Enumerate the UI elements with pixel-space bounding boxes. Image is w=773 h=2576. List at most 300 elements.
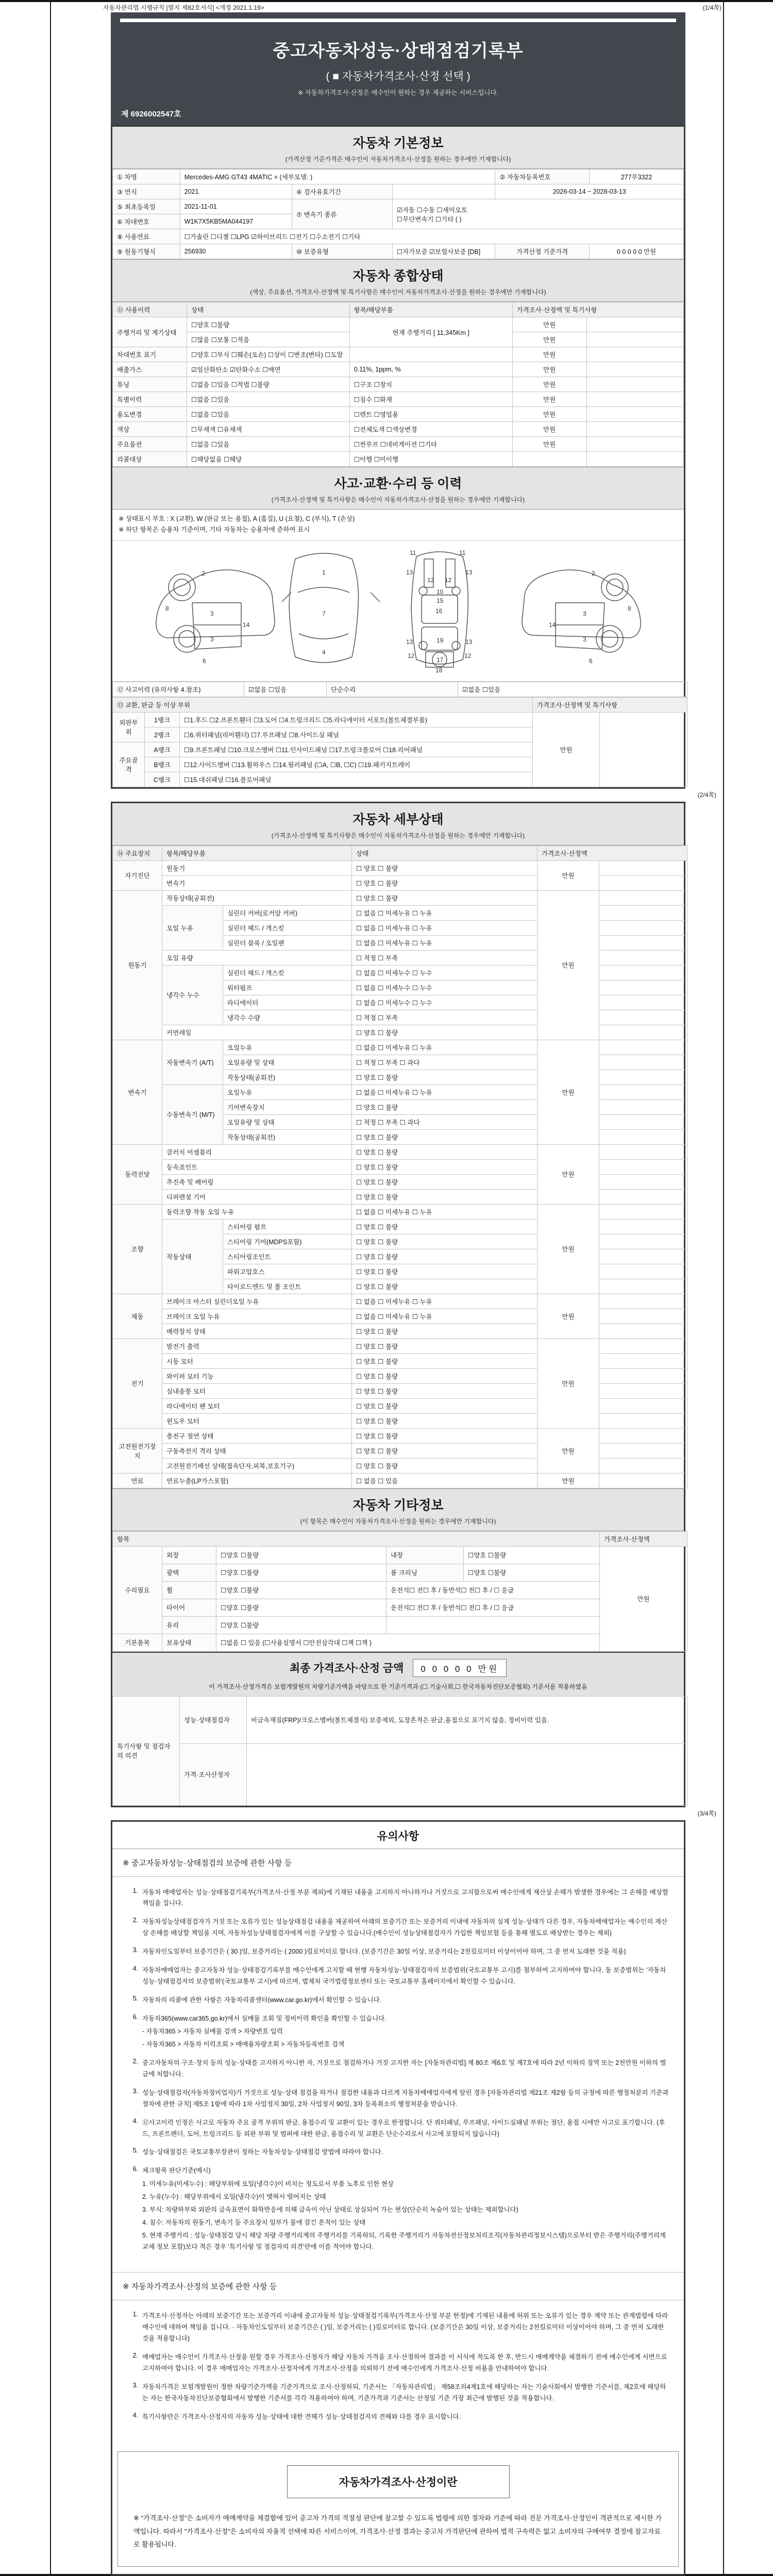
checkbox-options[interactable]: ☐ 없음 ☐ 미세누유 ☐ 누유	[352, 920, 537, 935]
table-row	[113, 362, 684, 377]
accident-history-checkboxes[interactable]: ☑없음 ☐있음	[244, 682, 327, 697]
notice-item-text: 특기사항란은 가격조사·산정자의 자동차 성능·상태에 대한 견해가 성능·상태점검자의 견해와 다를 경우 표시합니다.	[142, 2413, 461, 2420]
other-title: 자동차 기타정보	[352, 1498, 444, 1513]
price-cell: 만원	[512, 347, 586, 362]
checkbox-options[interactable]: ☐무채색 ☐유채색	[187, 422, 350, 437]
svg-text:14: 14	[242, 621, 249, 629]
note-cell	[599, 1040, 687, 1055]
device-label: 고전원전기장치	[113, 1428, 162, 1473]
item-cell[interactable]: ☐침수 ☐화재	[349, 392, 512, 407]
device-label: 조향	[113, 1204, 162, 1294]
page1-block	[111, 125, 685, 789]
item-cell[interactable]: ☐렌트 ☐영업용	[349, 407, 512, 422]
part-label: 오일유량 및 상태	[223, 1114, 352, 1129]
panel-checkbox-options[interactable]: ☐15.대쉬패널 ☐16.플로어패널	[180, 772, 533, 787]
svg-text:12: 12	[427, 576, 434, 584]
rank-row	[113, 712, 687, 727]
notice-sub-item: 5. 현재 주행거리 : 성능·상태점검 당시 해당 차량 주행거리계의 주행거리를 기록하되, 기록한 주행거리가 자동차전산정보처리조직(자동차관리정보시스템)으로부터 받은 주행거리(주행거리계 교체 정보 포함)보다 적은 경우 '특기사항 및 점검자의 의견'란에 이를 적어야 합니다.	[142, 2231, 666, 2250]
part-label: 발전기 출력	[162, 1338, 352, 1353]
notice-item	[126, 2382, 670, 2404]
panel-checkbox-options[interactable]: ☐12.사이드멤버 ☐13.휠하우스 ☐14.필러패널 (☐A, ☐B, ☐C) ☐19.패키지트레이	[180, 757, 533, 772]
item-label: 유리	[162, 1616, 216, 1634]
checkbox-options[interactable]: ☐ 없음 ☐ 미세누수 ☐ 누수	[352, 995, 537, 1010]
detail-row	[113, 1084, 687, 1099]
checkbox-options[interactable]: ☐ 없음 ☐ 미세누수 ☐ 누수	[352, 965, 537, 980]
part-label: 실린더 헤드 / 개스킷	[223, 920, 352, 935]
panel-checkbox-options[interactable]: ☐9.프론트패널 ☐10.크로스멤버 ☐11.인사이드패널 ☐17.트렁크플로어 ☐18.리어패널	[180, 742, 533, 757]
checkbox-options[interactable]: ☐ 양호 ☐ 불량	[352, 1398, 537, 1413]
price-cell	[512, 452, 586, 467]
checkbox-options[interactable]: ☐ 양호 ☐ 불량	[352, 1025, 537, 1040]
base-price-label: 가격산정 기준가격	[495, 244, 590, 259]
checkbox-options[interactable]: ☐ 양호 ☐ 불량	[352, 1368, 537, 1383]
checkbox-options[interactable]: ☐ 없음 ☐ 미세누유 ☐ 누유	[352, 1040, 537, 1055]
checkbox-options[interactable]: ☐ 없음 ☐ 미세누유 ☐ 누유	[352, 905, 537, 920]
document-number: 제 6926002547호	[121, 110, 181, 118]
notice-item-number: 4.	[132, 2411, 138, 2419]
transmission-options-line2: ☐무단변속기 ☐기타 ( )	[396, 215, 462, 223]
rank-label: C랭크	[145, 772, 180, 787]
final-price-label: 최종 가격조사·산정 금액	[289, 1663, 404, 1674]
device-label: 원동기	[113, 890, 162, 1040]
group-label: 기본품목	[113, 1634, 162, 1651]
detail-row	[113, 965, 687, 980]
notice-item-number: 2.	[132, 2352, 138, 2359]
other-note: (이 항목은 매수인이 자동차가격조사·산정을 원하는 경우에만 기재합니다)	[300, 1517, 496, 1525]
notice-item	[126, 2058, 670, 2080]
svg-text:3: 3	[210, 635, 214, 643]
part-label: 실내송풍 모터	[162, 1383, 352, 1398]
detail-row	[113, 950, 687, 965]
note-cell	[599, 1338, 687, 1353]
device-label: 제동	[113, 1294, 162, 1338]
svg-text:1: 1	[322, 568, 326, 576]
note-cell	[599, 1353, 687, 1368]
price-cell: 만원	[512, 392, 586, 407]
item-label: 내장	[386, 1546, 464, 1564]
checkbox-options[interactable]: ☐ 없음 ☐ 있음	[352, 1473, 537, 1488]
checkbox-options[interactable]: ☐ 양호 ☐ 불량	[352, 1234, 537, 1249]
page-marker-3: (3/4쪽)	[697, 1809, 716, 1817]
column-header: 가격조사·산정액 및 특기사항	[512, 302, 683, 317]
notice-item-text: 자동차성능상태점검자가 거짓 또는 오류가 있는 성능상태점검 내용을 제공하여 아래의 보증기간 또는 보증거리 이내에 자동차의 실제 성능·상태가 다른 경우, 자동차매매업자는 매수인의 재산상 손해를 배상할 책임을 지며, 자동차성능상태점검자에게 이를 구상할 수 있습니다.(매수인이 성능상태점검자가 가입한 책임보험 등을 통해 별도로 배상받는 경우는 제외)	[142, 1918, 667, 1937]
column-header: ⑭ 주요장치	[113, 845, 162, 860]
note-cell	[586, 452, 683, 467]
part-label: 고전원전기배선 상태(접속단자,피복,보호기구)	[162, 1458, 352, 1473]
notice-item-text: 중고자동차의 구조·장치 등의 성능·상태를 고지하지 아니한 자, 거짓으로 점검하거나 거짓 고지한 자는 [자동차관리법] 제 80조 제6호 및 제7호에 따라 2년 이하의 징역 또는 2천만원 이하의 벌금에 처합니다.	[142, 2059, 666, 2078]
part-label: 오일누유	[223, 1084, 352, 1099]
warranty-type-checkboxes[interactable]: ☐자가보증 ☑보험사보증 [DB]	[392, 244, 495, 259]
checkbox-options[interactable]: ☐없음 ☐있음	[187, 437, 350, 452]
sub-group-label: 냉각수 누수	[162, 965, 223, 1025]
final-price-note: 이 가격조사·산정가격은 보험개발원의 차량기준가액을 바탕으로 한 기준가격과 (☐ 기술사회,☐ 한국자동차진단보증협회) 기준서를 적용하였음	[209, 1683, 587, 1690]
vin-value: W1K7X5KB5MA044197	[180, 214, 292, 229]
checkbox-options[interactable]: ☐ 없음 ☐ 미세누유 ☐ 누유	[352, 1084, 537, 1099]
position-checkbox-options	[386, 1616, 600, 1634]
note-cell	[600, 712, 687, 787]
detail-row	[113, 1189, 687, 1204]
other-table	[112, 1531, 687, 1652]
note-cell	[599, 1443, 687, 1458]
part-label: 오일유량 및 상태	[223, 1055, 352, 1070]
notice-item-number: 5.	[132, 2147, 138, 2155]
sub-group-label: 오일 누유	[162, 905, 223, 950]
checkbox-options[interactable]: ☐ 적정 ☐ 부족	[352, 950, 537, 965]
note-cell	[586, 362, 683, 377]
part-label: 파워고압호스	[223, 1264, 352, 1279]
checkbox-options[interactable]: ☐ 양호 ☐ 불량	[352, 1458, 537, 1473]
detail-row	[113, 1324, 687, 1338]
part-label: 와이퍼 모터 기능	[162, 1368, 352, 1383]
svg-text:7: 7	[322, 609, 326, 617]
sub-group-label: 수동변속기 (M/T)	[162, 1084, 223, 1144]
checkbox-options[interactable]: ☐ 양호 ☐ 불량	[352, 1264, 537, 1279]
part-label: 스티어링 기어(MDPS포함)	[223, 1234, 352, 1249]
part-label: 클러치 어셈블리	[162, 1144, 352, 1159]
checkbox-options[interactable]: ☐ 양호 ☐ 불량	[352, 1189, 537, 1204]
table-row	[113, 347, 684, 362]
checkbox-options[interactable]: ☐ 양호 ☐ 불량	[352, 1353, 537, 1368]
detail-row	[113, 890, 687, 905]
part-label: 작동상태(공회전)	[223, 1070, 352, 1084]
note-cell	[599, 1219, 687, 1234]
field-label: ⑨ 원동기형식	[113, 244, 180, 259]
checkbox-options[interactable]: ☐없음 ☐있음	[187, 407, 350, 422]
price-definition-text: ※ "가격조사·산정"은 소비자가 매매계약을 체결함에 있어 중고차 가격의 적절성 판단에 참고할 수 있도록 법령에 의한 절차와 기준에 따라 전문 가격조사·산정인이 객관적으로 제시한 가액입니다. 따라서 "가격조사·산정"은 소비자의 자율적 선택에 따른 서비스이며, 가격조사·산정 결과는 중고차 가격판단에 관하여 법적 구속력은 없고 소비자의 구매여부 결정에 참고자료로 활용됩니다.	[133, 2514, 662, 2549]
notice-item-text: ⑫사고이력 인정은 사고로 자동차 주요 골격 부위의 판금, 용접수리 및 교환이 있는 경우로 한정합니다. 단 쿼터패널, 루프패널, 사이드실패널 부위는 절단, 용접 시에만 사고로 표기합니다. (후드, 프론트펜더, 도어, 트렁크리드 등 외판 부위 및 범퍼에 대한 판금, 용접수리 및 교환은 단순수리로서 사고에 포함되지 않습니다)	[142, 2119, 665, 2138]
part-label: 실린더 커버(로커암 커버)	[223, 905, 352, 920]
checkbox-options[interactable]: ☐ 양호 ☐ 불량	[352, 1249, 537, 1264]
checkbox-options[interactable]: ☐ 양호 ☐ 불량	[352, 1219, 537, 1234]
checkbox-options[interactable]: ☐ 양호 ☐ 불량	[352, 1099, 537, 1114]
detail-row	[113, 1353, 687, 1368]
column-header: 항목/해당부품	[349, 302, 512, 317]
note-cell	[586, 422, 683, 437]
device-label: 변속기	[113, 1040, 162, 1144]
row-label: 배출가스	[113, 362, 187, 377]
notice-item	[126, 1946, 670, 1958]
note-cell	[599, 1025, 687, 1040]
price-cell: 만원	[537, 1294, 599, 1338]
page-right-border	[723, 0, 724, 2576]
svg-text:13: 13	[465, 638, 472, 646]
accident-note: (가격조사·산정액 및 특기사항은 매수인이 자동차가격조사·산정을 원하는 경우에만 기재합니다)	[271, 496, 525, 503]
transmission-checkboxes[interactable]	[392, 199, 683, 229]
simple-repair-label: 단순수리	[327, 682, 458, 697]
group-label: 수리필요	[113, 1546, 162, 1634]
notice-item-number: 2.	[132, 2058, 138, 2065]
law-form-note: 자동차관리법 시행규칙 [별지 제82호서식] <개정 2021.1.19>	[103, 4, 264, 11]
position-checkbox-options[interactable]: 운전석☐ 전☐ 후 / 동반석☐ 전☐ 후 / ☐ 응급	[386, 1581, 600, 1599]
notice-item-text: 성능·상태점검자(자동차정비업자)가 거짓으로 성능·상태 점검을 하거나 점검한 내용과 다르게 자동차매매업자에게 알린 경우 [자동차관리법 제21조 제2항 등의 규정에 따른 행정처분의 기준과 절차에 관한 규칙] 제5조 1항에 따라 1차 사업정지 30일, 2차 사업정지 90일, 3차 등록취소의 행정처분을 받습니다.	[142, 2089, 669, 2108]
engine-type-value: 256930	[180, 244, 292, 259]
note-cell	[599, 1473, 687, 1488]
checkbox-options[interactable]: ☐ 양호 ☐ 불량	[352, 1159, 537, 1174]
price-cell: 만원	[512, 437, 586, 452]
checkbox-options[interactable]: ☐ 양호 ☐ 불량	[352, 1338, 537, 1353]
checkbox-options[interactable]: ☐ 양호 ☐ 불량	[352, 1428, 537, 1443]
state-code-legend: ※ 상태표시 부호 : X (교환), W (판금 또는 용접), A (흠집), U (요철), C (부식), T (손상)	[119, 515, 355, 522]
note-cell	[599, 1428, 687, 1443]
plate-number-value: 277루3322	[590, 170, 684, 184]
detail-row	[113, 905, 687, 920]
note-cell	[599, 1204, 687, 1219]
part-label: 작동상태(공회전)	[223, 1129, 352, 1144]
note-cell	[599, 1294, 687, 1309]
part-label: 배력장치 상태	[162, 1324, 352, 1338]
checkbox-options[interactable]: ☐양호 ☐불량	[216, 1546, 386, 1564]
table-row	[113, 407, 684, 422]
note-cell	[586, 377, 683, 392]
checkbox-options[interactable]: ☐해당없음 ☐해당	[187, 452, 350, 467]
page-marker-1: (1/4쪽)	[702, 4, 721, 11]
checkbox-options[interactable]: ☐ 양호 ☐ 불량	[352, 1413, 537, 1428]
item-label: 광택	[162, 1564, 216, 1581]
panel-checkbox-options[interactable]: ☐6.쿼터패널(리어휀더) ☐7.루프패널 ☐8.사이드실 패널	[180, 727, 533, 742]
checkbox-options[interactable]: ☐ 양호 ☐ 불량	[352, 1443, 537, 1458]
detail-row	[113, 1025, 687, 1040]
part-label: 오일누유	[223, 1040, 352, 1055]
checkbox-options[interactable]: ☐양호 ☐불량	[464, 1564, 600, 1581]
notice-item	[126, 2088, 670, 2110]
checkbox-options[interactable]: ☐양호 ☐불량	[187, 317, 350, 332]
svg-text:18: 18	[435, 666, 442, 673]
note-cell	[599, 1264, 687, 1279]
notice-sub-item: 1. 미세누유(미세누수) : 해당부위에 오일(냉각수)이 비치는 정도로서 부품 노후로 인한 현상	[142, 2180, 394, 2188]
notice-sub-item: 2. 누유(누수) : 해당부위에서 오일(냉각수)이 맺혀서 떨어지는 상태	[142, 2193, 326, 2200]
simple-repair-checkboxes[interactable]: ☑없음 ☐있음	[458, 682, 687, 697]
checkbox-options[interactable]: ☐없음 ☐있음	[187, 392, 350, 407]
checkbox-options[interactable]: ☐ 적정 ☐ 부족 ☐ 과다	[352, 1114, 537, 1129]
basic-info-header	[112, 127, 684, 169]
passenger-car-legend: ※ 하단 항목은 승용차 기준이며, 기타 자동차는 승용차에 준하여 표시	[119, 526, 310, 534]
price-cell: 만원	[533, 712, 600, 787]
notice-item-text: 자동차365(www.car365.go.kr)에서 실매물 조회 및 정비이력 확인을 확인할 수 있습니다. - 자동차365 > 자동차 실매물 검색 > 차량번호 입력 - 자동차365 > 자동차 이력조회 > 매매용차량조회 > 자동차등록번호 검색	[142, 2013, 670, 2051]
checkbox-options[interactable]: ☐ 양호 ☐ 불량	[352, 1129, 537, 1144]
document-subnote: ※ 자동차가격조사·산정은 매수인이 원하는 경우 제공하는 서비스입니다.	[297, 89, 499, 96]
note-cell	[599, 1413, 687, 1428]
checkbox-options[interactable]: ☐없음 ☐ 있음 (☐사용설명서 ☐안전삼각대 ☐잭 ☐잭 )	[216, 1634, 600, 1651]
page2-block	[111, 802, 685, 1807]
checkbox-options[interactable]: ☐없음 ☐있음 ☐적법 ☐불량	[187, 377, 350, 392]
page-top-border	[0, 0, 773, 2]
note-cell	[599, 950, 687, 965]
checkbox-options[interactable]: ☐ 양호 ☐ 불량	[352, 860, 537, 875]
note-cell	[586, 317, 683, 332]
svg-text:14: 14	[548, 621, 556, 629]
exchange-panel-table	[112, 697, 687, 787]
svg-text:3: 3	[582, 609, 586, 617]
sub-group-label: 자동변속기 (A/T)	[162, 1040, 223, 1084]
basic-info-title: 자동차 기본정보	[352, 136, 444, 150]
field-label: ⑧ 사용연료	[113, 229, 180, 244]
svg-text:3: 3	[582, 635, 586, 643]
inspection-period-value: 2026-03-14 ~ 2028-03-13	[495, 184, 684, 199]
notice-header	[112, 1822, 684, 1849]
item-cell[interactable]: ☐이행 ☐미이행	[349, 452, 512, 467]
row-label: 주요옵션	[113, 437, 187, 452]
detail-row	[113, 875, 687, 890]
item-cell[interactable]: ☐전체도색 ☐색상변경	[349, 422, 512, 437]
notice-sub-item: 4. 침수: 자동차의 원동기, 변속기 등 주요장치 일부가 물에 잠긴 흔적이 있는 상태	[142, 2218, 366, 2226]
part-label: 브레이크 오일 누유	[162, 1309, 352, 1324]
checkbox-options[interactable]: ☐ 없음 ☐ 미세누유 ☐ 누유	[352, 935, 537, 950]
part-label: 연료누출(LP가스포함)	[162, 1473, 352, 1488]
notice-item-number: 6.	[132, 2165, 138, 2173]
detail-row	[113, 1144, 687, 1159]
checkbox-options[interactable]: ☐ 없음 ☐ 미세누유 ☐ 누유	[352, 1294, 537, 1309]
accident-history-label: ⑫ 사고이력 (유의사항 4.참조)	[113, 682, 244, 697]
note-cell	[586, 437, 683, 452]
part-label: 라디에이터	[223, 995, 352, 1010]
detail-row	[113, 1159, 687, 1174]
checkbox-options[interactable]: ☐ 양호 ☐ 불량	[352, 1144, 537, 1159]
note-cell	[599, 965, 687, 980]
field-label: ⑤ 최초등록일	[113, 199, 180, 214]
part-label: 디퍼렌셜 기어	[162, 1189, 352, 1204]
part-label: 충전구 절연 상태	[162, 1428, 352, 1443]
basic-info-table	[112, 169, 684, 259]
item-label: 보유상태	[162, 1634, 216, 1651]
row-label: 튜닝	[113, 377, 187, 392]
svg-text:11: 11	[459, 549, 465, 556]
part-label: 등속죠인트	[162, 1159, 352, 1174]
document-title: 중고자동차성능·상태점검기록부	[273, 41, 524, 61]
note-cell	[586, 347, 683, 362]
part-label: 원동기	[162, 860, 352, 875]
checkbox-options[interactable]: ☐ 양호 ☐ 불량	[352, 890, 537, 905]
inspector-label: 성능·상태점검자	[180, 1696, 247, 1743]
part-label: 커먼레일	[162, 1025, 352, 1040]
item-cell[interactable]: ☐썬루프 ☐네비게이션 ☐기타	[349, 437, 512, 452]
field-label: ④ 검사유효기간	[292, 184, 392, 199]
notice-item	[126, 2311, 670, 2345]
price-cell: 만원	[537, 1473, 599, 1488]
note-cell	[599, 1084, 687, 1099]
note-cell	[599, 1070, 687, 1084]
checkbox-options[interactable]: ☐ 양호 ☐ 불량	[352, 1279, 537, 1294]
model-year-value: 2021	[180, 184, 292, 199]
table-row	[113, 422, 684, 437]
car-diagram-svg	[125, 544, 671, 673]
fuel-checkboxes[interactable]: ☐가솔린 ☐디젤 ☐LPG ☑하이브리드 ☐전기 ☐수소전기 ☐기타	[180, 229, 683, 244]
panel-checkbox-options[interactable]: ☐1.후드 ☐2.프론트휀더 ☐3.도어 ☐4.트렁크리드 ☐5.라디에이터 서포트(볼트체결부품)	[180, 712, 533, 727]
field-label: ⑩ 보증유형	[292, 244, 392, 259]
notice-section1-items	[112, 1877, 684, 2273]
checkbox-options[interactable]: ☐많음 ☐보통 ☐적음	[187, 332, 350, 347]
note-cell	[599, 1458, 687, 1473]
note-cell	[599, 1189, 687, 1204]
part-label: 작동상태(공회전)	[162, 890, 352, 905]
current-mileage-value: 현재 주행거리 [ 11,345Km ]	[349, 317, 512, 347]
checkbox-options[interactable]: ☐ 양호 ☐ 불량	[352, 1383, 537, 1398]
svg-text:3: 3	[210, 609, 214, 617]
comprehensive-header	[112, 259, 684, 302]
checkbox-options[interactable]: ☐ 적정 ☐ 부족	[352, 1010, 537, 1025]
checkbox-options[interactable]: ☐ 양호 ☐ 불량	[352, 875, 537, 890]
item-cell[interactable]: ☐구조 ☐장치	[349, 377, 512, 392]
comprehensive-note: (색상, 주요옵션, 가격조사·산정액 및 특기사항은 매수인이 자동차가격조사·산정을 원하는 경우에만 기재합니다)	[250, 289, 546, 296]
part-label: 윈도우 모터	[162, 1413, 352, 1428]
detail-header	[112, 803, 684, 845]
part-label: 워터펌프	[223, 980, 352, 995]
svg-text:10: 10	[436, 588, 443, 596]
checkbox-options[interactable]: ☐ 적정 ☐ 부족 ☐ 과다	[352, 1055, 537, 1070]
column-header: 상태	[352, 845, 537, 860]
detail-row	[113, 860, 687, 875]
note-cell	[599, 920, 687, 935]
notice-item	[126, 2117, 670, 2140]
notice-item-text: 자동차매매업자는 중고자동차 성능·상태점검기록부를 매수인에게 고지할 때 현행 자동차성능·상태점검자의 보증범위(국토교통부 고시)를 첨부하여 고지하여야 합니다. 동 보증범위는 '자동차성능·상태점검자의 보증범위'(국토교통부 고시)에 따르며, 법제처 국가법령정보센터 또는 국토교통부 홈페이지에서 확인할 수 있습니다.	[142, 1966, 666, 1985]
checkbox-options[interactable]: ☐ 양호 ☐ 불량	[352, 1174, 537, 1189]
svg-text:8: 8	[627, 604, 631, 612]
notice-item	[126, 1917, 670, 1939]
item-cell	[349, 347, 512, 362]
notice-title: 유의사항	[377, 1830, 419, 1842]
page-marker-2: (2/4쪽)	[697, 791, 716, 799]
detail-row	[113, 1413, 687, 1428]
row-label: 차대번호 표기	[113, 347, 187, 362]
price-cell: 만원	[512, 407, 586, 422]
notice-item-text: 체크항목 판단기준(예시) 1. 미세누유(미세누수) : 해당부위에 오일(냉각수)이 비치는 정도로서 부품 노후로 인한 현상 2. 누유(누수) : 해당부위에서 오일(냉각수)이 맺혀서 떨어지는 상태 3. 부식: 차량하부와 외판의 금속표면이 화학반응에 의해 금속이 아닌 상태로 상실되어 가는 현상(단순히 녹슬어 있는 상태는 제외합니다) 4. 침수: 자동차의 원동기, 변속기 등 주요장치 일부가 물에 잠긴 흔적이 있는 상태 5. 현재 주행거리 : 성능·상태점검 당시 해당 차량 주행거리계의 주행거리를 기록하되, 기록한 주행거리가 자동차전산정보처리조직(자동차관리정보시스템)으로부터 받은 주행거리(주행거리계 교체 정보 포함)보다 적은 경우 '특기사항 및 점검자의 의견'란에 이를 적어야 합니다.	[142, 2165, 670, 2252]
notice-section2-title: ※ 자동차가격조사·산정의 보증에 관한 사항 등	[112, 2272, 684, 2300]
price-cell: 만원	[537, 1040, 599, 1144]
note-cell	[599, 905, 687, 920]
note-cell	[599, 1234, 687, 1249]
checkbox-options[interactable]: ☐양호 ☐부식 ☐훼손(오손) ☐상이 ☐변조(변타) ☐도말	[187, 347, 350, 362]
accident-title: 사고·교환·수리 등 이력	[334, 477, 462, 491]
svg-text:13: 13	[465, 568, 472, 576]
checkbox-options[interactable]: ☐양호 ☐불량	[216, 1581, 386, 1599]
item-label: 룸 크리닝	[386, 1564, 464, 1581]
field-label: ⑦ 변속기 종류	[292, 199, 392, 229]
svg-text:12: 12	[407, 652, 414, 659]
checkbox-options[interactable]: ☐양호 ☐불량	[216, 1599, 386, 1616]
checkbox-options[interactable]: ☐ 양호 ☐ 불량	[352, 1070, 537, 1084]
notice-item-text: 자동차 매매업자는 성능·상태점검기록부(가격조사·산정 부분 제외)에 기재된 내용을 고지하지 아니하거나 거짓으로 고지함으로써 매수인에게 재산상 손해가 발생한 경우에는 그 손해를 배상할 책임을 집니다.	[142, 1888, 669, 1907]
note-cell	[599, 1055, 687, 1070]
checkbox-options[interactable]: ☐ 양호 ☐ 불량	[352, 1324, 537, 1338]
checkbox-options[interactable]: ☑일산화탄소 ☑탄화수소 ☐매연	[187, 362, 350, 377]
detail-row	[113, 1368, 687, 1383]
part-label: 구동축전지 격리 상태	[162, 1443, 352, 1458]
checkbox-options[interactable]: ☐양호 ☐불량	[216, 1616, 386, 1634]
checkbox-options[interactable]: ☐양호 ☐불량	[464, 1546, 600, 1564]
field-label: ② 자동차등록번호	[495, 170, 590, 184]
note-cell	[599, 1129, 687, 1144]
comprehensive-title: 자동차 종합상태	[352, 269, 444, 283]
notice-sub-item: 3. 부식: 차량하부와 외판의 금속표면이 화학반응에 의해 금속이 아닌 상태로 상실되어 가는 현상(단순히 녹슬어 있는 상태는 제외합니다)	[142, 2206, 518, 2213]
price-cell: 만원	[537, 1428, 599, 1473]
price-cell: 만원	[537, 1204, 599, 1294]
part-label: 브레이크 마스터 실린더오일 누유	[162, 1294, 352, 1309]
note-cell	[599, 935, 687, 950]
checkbox-options[interactable]: ☐양호 ☐불량	[216, 1564, 386, 1581]
part-label: 기어변속장치	[223, 1099, 352, 1114]
note-cell	[599, 1114, 687, 1129]
final-price-amount: 0 0 0 0 0 만원	[413, 1659, 507, 1677]
position-checkbox-options[interactable]: 운전석☐ 전☐ 후 / 동반석☐ 전☐ 후 / ☐ 응급	[386, 1599, 600, 1616]
checkbox-options[interactable]: ☐ 없음 ☐ 미세누유 ☐ 누유	[352, 1309, 537, 1324]
column-header: ⑪ 사용이력	[113, 302, 187, 317]
checkbox-options[interactable]: ☐ 없음 ☐ 미세누수 ☐ 누수	[352, 980, 537, 995]
checkbox-options[interactable]: ☐ 없음 ☐ 미세누유 ☐ 누유	[352, 1204, 537, 1219]
part-label: 변속기	[162, 875, 352, 890]
price-cell: 만원	[537, 860, 599, 890]
accident-legend	[112, 510, 684, 540]
price-cell: 만원	[537, 890, 599, 1040]
detail-row	[113, 1458, 687, 1473]
